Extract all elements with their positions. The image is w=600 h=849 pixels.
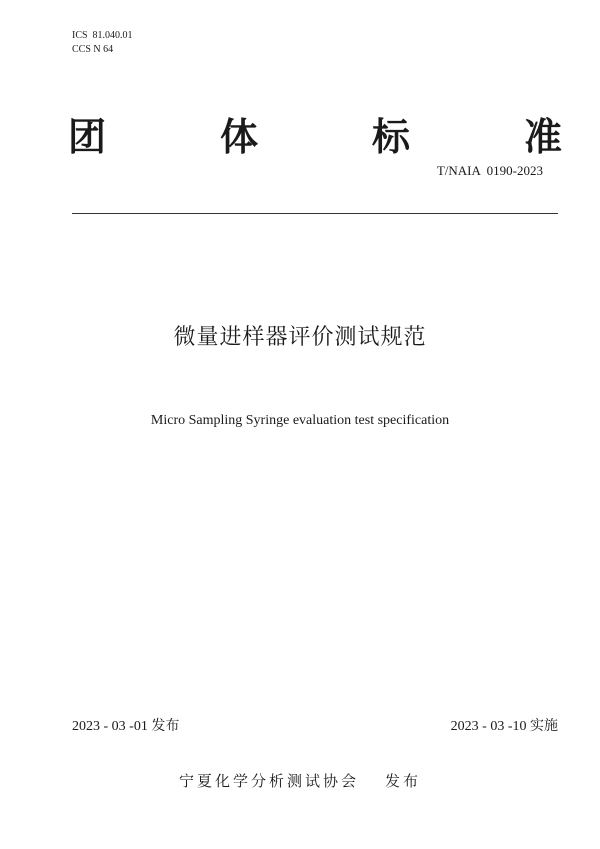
publisher-line [0, 770, 600, 792]
document-title-chinese: 微量进样器评价测试规范 [173, 325, 427, 350]
publish-action: 发布 [385, 772, 422, 790]
standard-type-char: 团 [68, 115, 107, 159]
ccs-code: CCS N 64 [72, 44, 114, 55]
document-title-english: Micro Sampling Syringe evaluation test specification [150, 413, 450, 428]
standard-type-char: 体 [219, 115, 258, 159]
standard-number: T/NAIA 0190-2023 [436, 163, 543, 178]
standard-type-heading [68, 112, 562, 162]
standard-type-char: 准 [523, 115, 562, 159]
issue-date: 2023 - 03 -01 发布 [72, 719, 180, 734]
header-divider [72, 213, 558, 214]
implementation-date: 2023 - 03 -10 实施 [450, 719, 558, 734]
standard-type-char: 标 [371, 115, 410, 159]
publisher-name: 宁夏化学分析测试协会 [178, 772, 359, 790]
ics-code: ICS 81.040.01 [72, 30, 133, 41]
classification-codes [72, 29, 133, 57]
